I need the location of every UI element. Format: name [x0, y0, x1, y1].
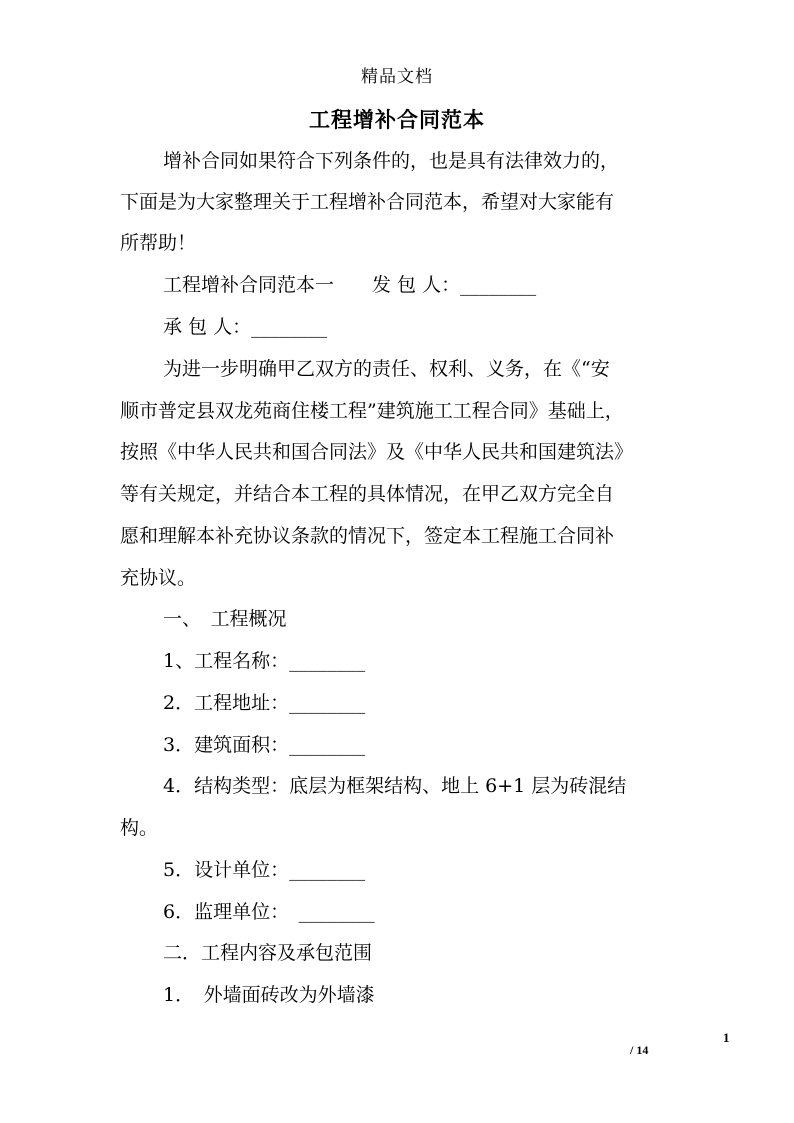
paragraph-line: 增补合同如果符合下列条件的，也是具有法律效力的， [163, 150, 620, 172]
paragraph-line: 顺市普定县双龙苑商住楼工程”建筑施工工程合同》基础上， [120, 400, 624, 422]
list-item: 2．工程地址：________ [163, 692, 366, 714]
paragraph-line: 承 包 人：________ [163, 316, 328, 338]
page-number: 1 [723, 1030, 730, 1045]
section-heading: 一、 工程概况 [163, 608, 287, 630]
paragraph-line: 为进一步明确甲乙双方的责任、权利、义务，在《“安 [163, 358, 610, 380]
list-item: 6．监理单位： ________ [163, 901, 375, 923]
page-total: / 14 [630, 1043, 649, 1057]
list-item: 5．设计单位：________ [163, 859, 366, 881]
paragraph-line: 所帮助！ [120, 232, 197, 254]
list-item: 4．结构类型：底层为框架结构、地上 6+1 层为砖混结 [163, 775, 627, 797]
page-header: 精品文档 [361, 67, 433, 87]
paragraph-line: 构。 [120, 817, 159, 839]
paragraph-line: 愿和理解本补充协议条款的情况下，签定本工程施工合同补 [120, 525, 615, 547]
paragraph-line: 等有关规定，并结合本工程的具体情况，在甲乙双方完全自 [120, 483, 615, 505]
list-item: 1． 外墙面砖改为外墙漆 [163, 984, 375, 1006]
paragraph-line: 充协议。 [120, 567, 197, 589]
list-item: 3．建筑面积：________ [163, 734, 366, 756]
paragraph-line: 工程增补合同范本一 发 包 人：________ [163, 274, 537, 296]
paragraph-line: 按照《中华人民共和国合同法》及《中华人民共和国建筑法》 [120, 441, 634, 463]
section-heading: 二．工程内容及承包范围 [163, 942, 373, 964]
document-title: 工程增补合同范本 [309, 107, 485, 132]
list-item: 1、工程名称：________ [163, 650, 366, 672]
paragraph-line: 下面是为大家整理关于工程增补合同范本，希望对大家能有 [120, 191, 615, 213]
